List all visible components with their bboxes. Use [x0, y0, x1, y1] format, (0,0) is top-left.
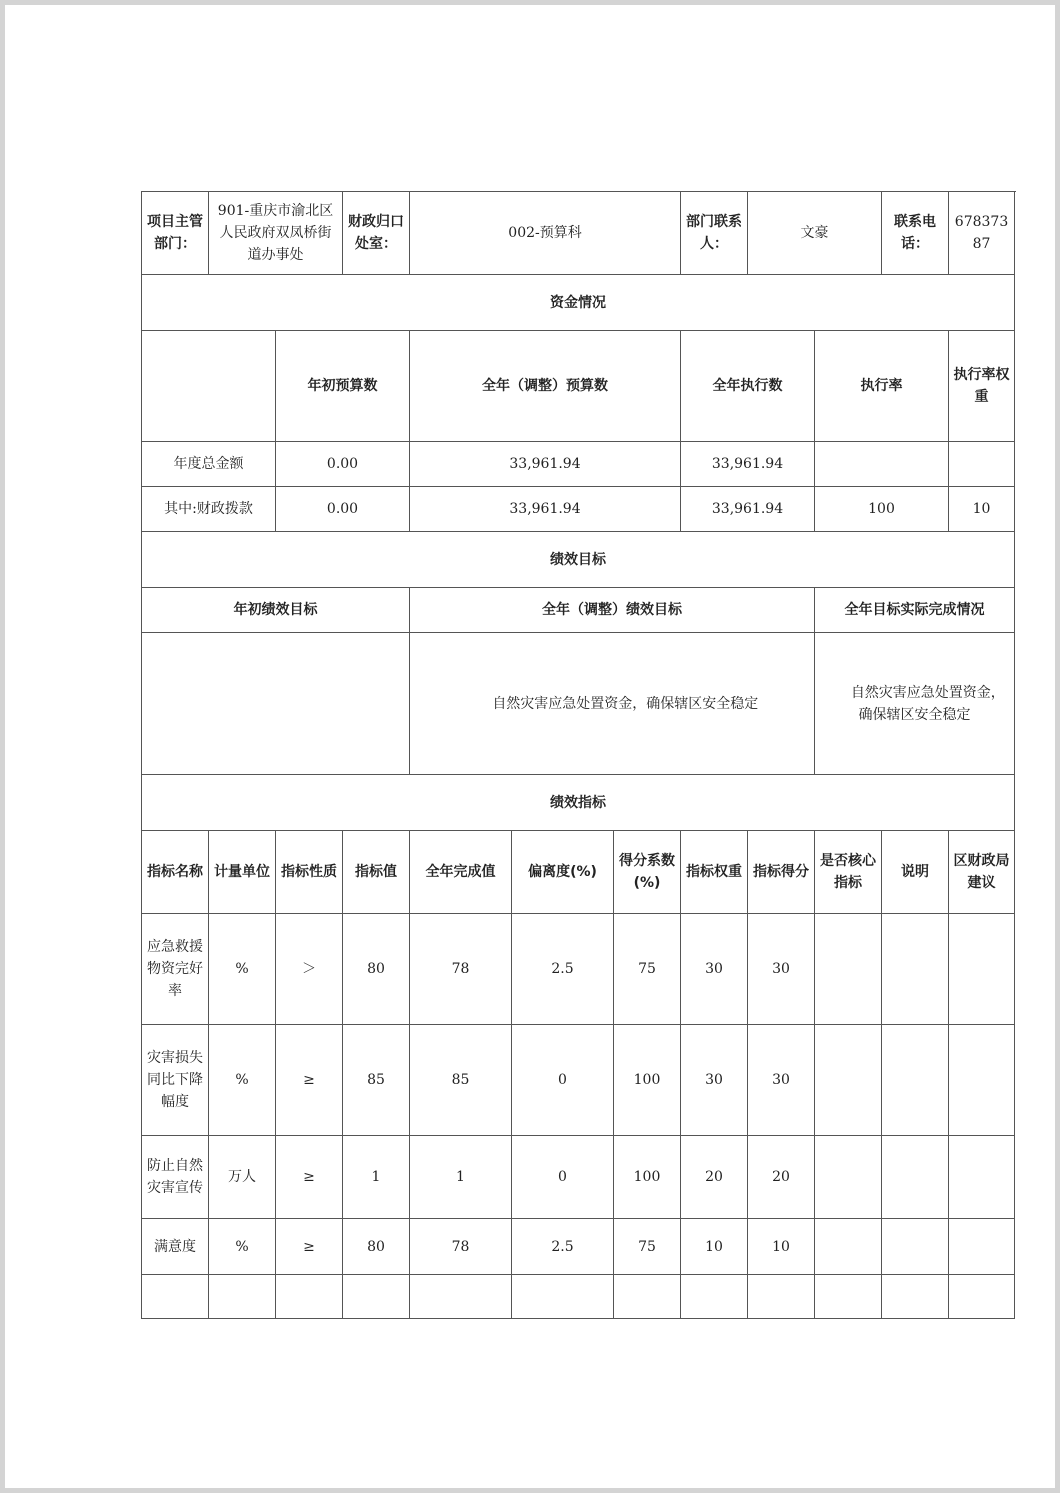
ind-cell: [949, 1275, 1015, 1319]
ind-col-name: 指标名称: [142, 831, 209, 914]
funds-cell: 年度总金额: [142, 442, 276, 487]
ind-cell: 20: [681, 1136, 748, 1219]
indicator-row: [142, 1136, 1015, 1219]
finance-label: 财政归口处室：: [343, 192, 410, 275]
ind-col-score: 指标得分: [748, 831, 815, 914]
ind-cell: %: [209, 1219, 276, 1275]
goals-adjusted-value: [410, 633, 815, 775]
ind-cell: 1: [410, 1136, 512, 1219]
funds-cell: 33,961.94: [681, 442, 815, 487]
ind-cell: 2.5: [512, 914, 614, 1025]
ind-cell: [815, 1275, 882, 1319]
ind-cell: 75: [614, 914, 681, 1025]
ind-cell: 防止自然灾害宣传: [142, 1136, 209, 1219]
ind-cell: %: [209, 1025, 276, 1136]
header-row: [142, 192, 1015, 275]
ind-cell: 应急救援物资完好率: [142, 914, 209, 1025]
goals-header-row: [142, 588, 1015, 633]
ind-col-unit: 计量单位: [209, 831, 276, 914]
indicators-section-row: [142, 775, 1015, 831]
ind-cell: 灾害损失同比下降幅度: [142, 1025, 209, 1136]
goals-value-row: [142, 633, 1015, 775]
ind-cell: 10: [681, 1219, 748, 1275]
ind-cell: [882, 914, 949, 1025]
phone-label: 联系电话：: [882, 192, 949, 275]
ind-cell: ≥: [276, 1136, 343, 1219]
indicator-row: [142, 1219, 1015, 1275]
indicators-section-title: 绩效指标: [142, 775, 1015, 831]
funds-cell: 10: [949, 487, 1015, 532]
ind-cell: [882, 1136, 949, 1219]
ind-cell: [949, 1136, 1015, 1219]
goals-adjusted-text: 自然灾害应急处置资金，确保辖区安全稳定: [492, 695, 759, 712]
ind-cell: [276, 1275, 343, 1319]
ind-cell: 100: [614, 1025, 681, 1136]
ind-cell: 80: [343, 914, 410, 1025]
ind-cell: ≥: [276, 1219, 343, 1275]
ind-cell: ≥: [276, 1025, 343, 1136]
contact-value: 文豪: [748, 192, 882, 275]
ind-cell: 100: [614, 1136, 681, 1219]
ind-cell: [815, 1136, 882, 1219]
funds-row-fiscal: [142, 487, 1015, 532]
ind-cell: [512, 1275, 614, 1319]
ind-cell: 78: [410, 1219, 512, 1275]
funds-cell: 0.00: [276, 487, 410, 532]
funds-col-adjusted-budget: 全年（调整）预算数: [410, 331, 681, 442]
ind-cell: [142, 1275, 209, 1319]
indicators-header-row: [142, 831, 1015, 914]
ind-cell: 满意度: [142, 1219, 209, 1275]
ind-cell: ＞: [276, 914, 343, 1025]
ind-cell: 30: [681, 1025, 748, 1136]
funds-col-empty: [142, 331, 276, 442]
funds-cell: [949, 442, 1015, 487]
goals-col-adjusted: 全年（调整）绩效目标: [410, 588, 815, 633]
ind-col-nature: 指标性质: [276, 831, 343, 914]
funds-cell: [815, 442, 949, 487]
ind-cell: 1: [343, 1136, 410, 1219]
goals-section-row: [142, 532, 1015, 588]
ind-col-coefficient: 得分系数(%): [614, 831, 681, 914]
goals-initial-value: [142, 633, 410, 775]
goals-actual-text: 自然灾害应急处置资金，确保辖区安全稳定: [850, 684, 1005, 723]
indicator-row: [142, 914, 1015, 1025]
ind-col-deviation: 偏离度(%): [512, 831, 614, 914]
ind-cell: [882, 1025, 949, 1136]
ind-cell: [410, 1275, 512, 1319]
funds-cell: 33,961.94: [410, 442, 681, 487]
ind-col-suggestion: 区财政局建议: [949, 831, 1015, 914]
funds-col-executed: 全年执行数: [681, 331, 815, 442]
ind-cell: [815, 1025, 882, 1136]
funds-col-exec-rate: 执行率: [815, 331, 949, 442]
ind-cell: 78: [410, 914, 512, 1025]
ind-cell: 85: [343, 1025, 410, 1136]
ind-cell: [748, 1275, 815, 1319]
dept-label: 项目主管部门：: [142, 192, 209, 275]
ind-cell: [343, 1275, 410, 1319]
ind-cell: 10: [748, 1219, 815, 1275]
funds-cell: 33,961.94: [410, 487, 681, 532]
ind-cell: 0: [512, 1025, 614, 1136]
goals-col-actual: 全年目标实际完成情况: [815, 588, 1015, 633]
funds-col-initial-budget: 年初预算数: [276, 331, 410, 442]
ind-cell: 0: [512, 1136, 614, 1219]
ind-col-value: 指标值: [343, 831, 410, 914]
funds-cell: 0.00: [276, 442, 410, 487]
funds-header-row: [142, 331, 1015, 442]
ind-col-core: 是否核心指标: [815, 831, 882, 914]
ind-cell: [815, 914, 882, 1025]
ind-cell: [882, 1219, 949, 1275]
funds-section-title: 资金情况: [142, 275, 1015, 331]
contact-label: 部门联系人：: [681, 192, 748, 275]
ind-cell: 2.5: [512, 1219, 614, 1275]
ind-cell: 万人: [209, 1136, 276, 1219]
ind-cell: [681, 1275, 748, 1319]
phone-value: 67837387: [949, 192, 1015, 275]
ind-cell: [614, 1275, 681, 1319]
goals-col-initial: 年初绩效目标: [142, 588, 410, 633]
funds-section-row: [142, 275, 1015, 331]
ind-cell: 30: [748, 1025, 815, 1136]
ind-cell: 30: [748, 914, 815, 1025]
ind-cell: [949, 1025, 1015, 1136]
ind-cell: %: [209, 914, 276, 1025]
ind-col-weight: 指标权重: [681, 831, 748, 914]
ind-col-completed: 全年完成值: [410, 831, 512, 914]
dept-value: 901-重庆市渝北区人民政府双凤桥街道办事处: [209, 192, 343, 275]
ind-cell: 20: [748, 1136, 815, 1219]
document-page: [5, 5, 1055, 1488]
funds-cell: 100: [815, 487, 949, 532]
funds-row-total: [142, 442, 1015, 487]
funds-cell: 其中:财政拨款: [142, 487, 276, 532]
ind-cell: 80: [343, 1219, 410, 1275]
goals-section-title: 绩效目标: [142, 532, 1015, 588]
funds-col-rate-weight: 执行率权重: [949, 331, 1015, 442]
finance-value: 002-预算科: [410, 192, 681, 275]
ind-cell: 85: [410, 1025, 512, 1136]
ind-cell: [209, 1275, 276, 1319]
ind-cell: 30: [681, 914, 748, 1025]
performance-table: [141, 191, 1015, 1319]
ind-cell: [815, 1219, 882, 1275]
indicator-row-empty: [142, 1275, 1015, 1319]
goals-actual-value: [815, 633, 1015, 775]
ind-col-note: 说明: [882, 831, 949, 914]
ind-cell: [949, 1219, 1015, 1275]
indicator-row: [142, 1025, 1015, 1136]
ind-cell: [949, 914, 1015, 1025]
funds-cell: 33,961.94: [681, 487, 815, 532]
ind-cell: 75: [614, 1219, 681, 1275]
ind-cell: [882, 1275, 949, 1319]
